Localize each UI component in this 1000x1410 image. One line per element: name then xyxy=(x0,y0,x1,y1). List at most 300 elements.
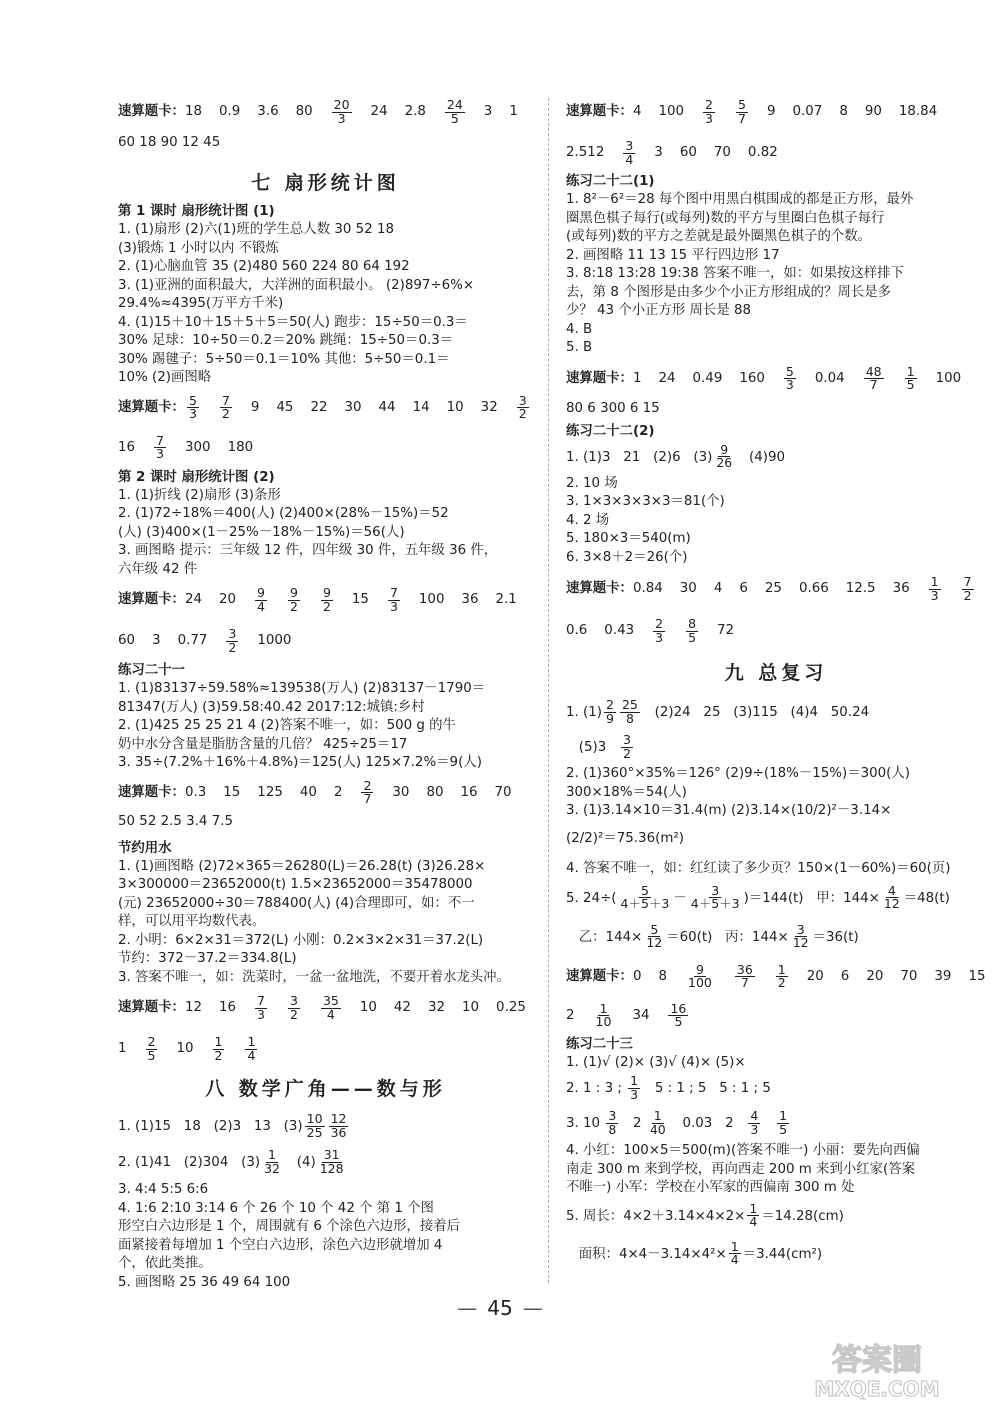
quick-calc-row xyxy=(118,1029,533,1069)
fraction xyxy=(220,392,232,421)
numerator: 1 xyxy=(247,1034,256,1049)
numerator: 9 xyxy=(257,585,265,600)
item-value: 6 xyxy=(739,581,748,596)
answer-line: 面紧接着每增加 1 个空白六边形，涂色六边形就增加 4 xyxy=(118,1237,443,1253)
item-value: 12 xyxy=(184,1000,202,1015)
watermark-text: 答案圈 xyxy=(832,1343,922,1378)
fraction xyxy=(154,432,166,461)
answer-line: 少？ 43 个小正方形 周长是 88 xyxy=(566,303,752,318)
quick-calc-row xyxy=(118,621,533,661)
item-value: 10 xyxy=(446,399,464,415)
denominator: 4 xyxy=(625,151,634,167)
denominator: 5 xyxy=(450,110,459,126)
item-value: 4 xyxy=(713,581,723,596)
item-value: 300 xyxy=(185,439,211,455)
item-value: 30 xyxy=(679,581,697,596)
numerator: 2 xyxy=(655,616,664,631)
numerator: 1 xyxy=(777,961,786,977)
item-value: 2 xyxy=(333,784,343,800)
answer-line: 81347(万人) (3)59.58:40.42 2017:12:城镇:乡村 xyxy=(118,699,425,715)
item-fraction xyxy=(621,140,637,166)
item-fraction xyxy=(286,995,302,1021)
answer-line: 3. 答案不唯一，如：洗菜时，一盆一盆地洗，不要开着水龙头冲。 xyxy=(118,969,510,985)
answer-line: 2. 小明：6×2×31＝372(L) 小刚：0.2×3×2×31＝37.2(L) xyxy=(118,932,484,948)
answer-line: 30% 踢毽子：5÷50＝0.1＝10% 其他：5÷50＝0.1＝ xyxy=(118,351,450,367)
item-value: 1. (1) xyxy=(566,705,603,720)
item-value: 8 xyxy=(839,104,848,119)
item-value: 60 xyxy=(679,145,697,160)
numerator: 31 xyxy=(323,1147,340,1162)
denominator: 2 xyxy=(221,406,230,421)
item-value: 30 xyxy=(392,784,410,800)
denominator: 5 xyxy=(779,1121,788,1137)
item-fraction xyxy=(602,695,618,731)
item-fraction xyxy=(619,731,635,765)
denominator: 7 xyxy=(869,377,878,392)
quick-calc-label: 速算题卡： xyxy=(566,370,633,386)
quick-calc-label: 速算题卡： xyxy=(566,104,633,119)
item-fraction xyxy=(774,961,790,990)
item-fraction xyxy=(626,1072,642,1106)
answer-line: (3)锻炼 1 小时以内 不锻炼 xyxy=(118,240,279,256)
answer-line: 圈黑色棋子每行(或每列)数的平方与里圈白色棋子每行 xyxy=(566,210,885,226)
item-value: 180 xyxy=(227,439,254,455)
numerator: 3 xyxy=(608,1108,617,1123)
fraction xyxy=(361,777,373,806)
fraction xyxy=(606,1110,618,1136)
denominator: 3 xyxy=(337,110,346,126)
right-column xyxy=(566,90,986,1274)
quick-calc-label: 速算题卡： xyxy=(118,104,185,119)
numerator: 5 xyxy=(188,392,197,408)
formula-line xyxy=(566,919,986,957)
quick-calc-row xyxy=(118,90,533,134)
item-fraction xyxy=(775,1106,791,1142)
answer-line: 3. (1)3.14×10＝31.4(m) (2)3.14×(10/2)²－3.14× xyxy=(566,803,892,818)
numerator: 3 xyxy=(518,392,527,408)
item-value: 3 xyxy=(152,633,161,648)
subsection-heading: 练习二十二(2) xyxy=(566,423,655,439)
item-value: 25 xyxy=(764,581,782,596)
quick-calc-row xyxy=(118,773,533,813)
item-fraction xyxy=(782,363,798,392)
item-value: 0.84 xyxy=(632,581,663,596)
item-fraction xyxy=(617,879,674,919)
fraction xyxy=(668,1000,688,1029)
denominator: 26 xyxy=(716,455,733,470)
denominator: 100 xyxy=(688,975,712,990)
fraction xyxy=(621,734,633,760)
column-divider xyxy=(548,98,549,1283)
item-fraction xyxy=(687,879,744,919)
item-value: 80 xyxy=(295,104,313,119)
answer-line: 形空白六边形是 1 个，周围就有 6 个涂色六边形，接着后 xyxy=(118,1219,461,1234)
fraction xyxy=(255,995,267,1021)
denominator: 3 xyxy=(785,377,794,392)
item-value: 5. 24÷( xyxy=(566,890,617,906)
answer-line: 300×18%＝54(人) xyxy=(566,784,687,800)
item-value: 3. 10 xyxy=(566,1116,605,1131)
denominator: 8 xyxy=(625,710,634,726)
denominator: 25 xyxy=(306,1124,323,1140)
denominator: 2 xyxy=(214,1047,223,1063)
item-value: 125 xyxy=(257,784,283,800)
item-value: 90 xyxy=(864,104,882,119)
page-number: 45 xyxy=(487,1296,513,1320)
item-value: 70 xyxy=(713,145,731,160)
item-value: 0.77 xyxy=(177,633,208,648)
item-fraction xyxy=(253,995,269,1021)
denominator: 4 xyxy=(730,1252,739,1267)
denominator: 3 xyxy=(257,1006,265,1022)
item-value: 9 xyxy=(250,399,260,415)
formula-line xyxy=(566,695,986,731)
item-value: 80 xyxy=(426,784,444,800)
denominator: 2 xyxy=(290,1006,298,1022)
answer-line: 个，依此类推。 xyxy=(118,1256,212,1271)
answer-line: 80 6 300 6 15 xyxy=(566,400,660,416)
numerator: 12 xyxy=(330,1111,347,1126)
answer-line: 3. 1×3×3×3×3＝81(个) xyxy=(566,494,725,509)
item-value: 44 xyxy=(378,399,396,415)
denominator: 3 xyxy=(930,587,939,603)
item-value: 160 xyxy=(739,370,765,386)
numerator: 16 xyxy=(670,1000,687,1016)
item-value: 20 xyxy=(866,968,884,984)
item-value: 0 xyxy=(632,968,642,984)
denominator: 36 xyxy=(330,1124,347,1140)
numerator: 7 xyxy=(963,574,972,589)
numerator: 36 xyxy=(736,961,753,977)
fraction xyxy=(791,921,811,950)
item-value: 10 xyxy=(462,1000,480,1015)
item-fraction xyxy=(727,1236,743,1274)
item-value: 1. (1)15 18 (2)3 13 (3) xyxy=(118,1119,303,1134)
item-value: 0.9 xyxy=(219,104,241,119)
formula-line xyxy=(566,1236,986,1274)
answer-line: 30% 足球：10÷50＝0.2＝20% 跳绳：15÷50＝0.3＝ xyxy=(118,333,454,348)
denominator: 7 xyxy=(740,975,749,990)
answer-line: 4. 小红：100×5＝500(m)(答案不唯一) 小丽：要先向西偏 xyxy=(566,1143,920,1158)
item-value: 4 xyxy=(632,104,642,119)
item-value: 18.84 xyxy=(898,104,938,119)
denominator: 4＋5＋3 xyxy=(690,896,740,911)
quick-calc-label: 速算题卡： xyxy=(118,399,185,415)
denominator: 2 xyxy=(518,406,527,421)
quick-calc-row xyxy=(118,987,533,1029)
item-value: 2.1 xyxy=(495,592,517,607)
denominator: 7 xyxy=(363,791,372,806)
denominator: 2 xyxy=(322,598,331,614)
subsection-heading: 节约用水 xyxy=(118,840,172,856)
item-value: 14 xyxy=(412,399,430,415)
item-value: 70 xyxy=(900,968,918,984)
fraction xyxy=(604,699,616,725)
fraction xyxy=(187,392,199,421)
answer-line: 2. 10 场 xyxy=(566,475,618,491)
fraction xyxy=(226,628,238,654)
item-fraction xyxy=(880,879,904,919)
item-fraction xyxy=(386,587,402,613)
item-fraction xyxy=(211,1036,227,1062)
item-value: 20 xyxy=(219,592,237,607)
answer-line: 4. 2 场 xyxy=(566,512,610,528)
fraction xyxy=(736,99,748,125)
item-value: )＝144(t) 甲：144× xyxy=(743,890,880,906)
item-fraction xyxy=(359,777,375,806)
denominator: 2 xyxy=(777,975,786,990)
item-value: 30 xyxy=(344,399,362,415)
fraction xyxy=(517,392,529,421)
quick-calc-label: 速算题卡： xyxy=(118,1000,185,1015)
item-fraction xyxy=(745,1198,761,1236)
fraction xyxy=(245,1036,257,1062)
item-fraction xyxy=(960,576,976,602)
item-value: 72 xyxy=(717,623,735,638)
item-fraction xyxy=(330,99,354,125)
item-value: 10 xyxy=(359,1000,377,1015)
denominator: 12 xyxy=(883,896,900,911)
answer-line: (人) (3)400×(1－25%－18%－15%)＝56(人) xyxy=(118,524,405,540)
quick-calc-label: 速算题卡： xyxy=(566,581,633,596)
item-value: 0.82 xyxy=(747,145,778,160)
item-fraction xyxy=(316,1145,348,1181)
fraction xyxy=(321,587,333,613)
denominator: 3 xyxy=(705,110,713,126)
denominator: 4 xyxy=(247,1047,256,1063)
denominator: 10 xyxy=(595,1014,612,1029)
denominator: 4＋5＋3 xyxy=(620,896,670,911)
item-value: (2)24 25 (3)115 (4)4 50.24 xyxy=(641,705,870,720)
item-value: 6 xyxy=(840,968,850,984)
item-value: 20 xyxy=(806,968,824,984)
denominator: 3 xyxy=(630,1086,639,1102)
item-value: 18 xyxy=(184,104,202,119)
answer-line: 2. (1)心脑血管 35 (2)480 560 224 80 64 192 xyxy=(118,259,410,274)
item-value: 2. (1)41 (2)304 (3) xyxy=(118,1155,261,1170)
denominator: 3 xyxy=(156,446,164,461)
item-fraction xyxy=(684,618,700,644)
fraction xyxy=(288,587,300,613)
item-value: 0.07 xyxy=(792,104,823,119)
item-fraction xyxy=(604,1106,620,1142)
quick-calc-label: 速算题卡： xyxy=(118,592,185,607)
item-value: 36 xyxy=(892,581,910,596)
numerator: 1 xyxy=(749,1200,758,1216)
fraction xyxy=(735,961,755,990)
answer-line: 3. (1)亚洲的面积最大，大洋洲的面积最小。 (2)897÷6%× xyxy=(118,277,475,293)
item-value: 2 xyxy=(620,1116,646,1131)
answer-line: 南走 300 m 来到学校，再向西走 200 m 来到小红家(答案 xyxy=(566,1161,915,1177)
item-value: 1 xyxy=(118,1041,127,1056)
item-value: 1 xyxy=(509,104,518,119)
answer-line: 3. 8:18 13:28 19:38 答案不唯一，如：如果按这样排下 xyxy=(566,266,904,281)
fraction xyxy=(594,1000,614,1029)
fraction xyxy=(623,140,635,166)
item-fraction xyxy=(642,919,666,957)
numerator: 48 xyxy=(865,363,882,379)
item-fraction xyxy=(443,99,467,125)
numerator: 8 xyxy=(688,616,697,631)
numerator: 7 xyxy=(389,585,398,600)
numerator: 7 xyxy=(257,993,265,1008)
item-value: ＝3.44(cm²) xyxy=(742,1246,823,1262)
item-value: 9 xyxy=(766,104,776,119)
item-value: (4) xyxy=(283,1155,316,1170)
fraction xyxy=(962,576,974,602)
numerator: 1 xyxy=(599,1000,608,1016)
numerator: 35 xyxy=(322,993,339,1008)
fraction xyxy=(776,961,788,990)
answer-line: 3. 35÷(7.2%＋16%＋4.8%)＝125(人) 125×7.2%＝9(人) xyxy=(118,755,482,770)
denominator: 2 xyxy=(290,598,298,614)
denominator: 3 xyxy=(655,629,664,645)
item-fraction xyxy=(319,587,335,613)
denominator: 12 xyxy=(792,935,809,950)
answer-line: 2. (1)72÷18%＝400(人) (2)400×(28%－15%)＝52 xyxy=(118,506,449,521)
numerator: 9 xyxy=(290,585,298,600)
numerator: 5 xyxy=(785,363,794,379)
answer-line: 去，第 8 个图形是由多少个小正方形组成的？周长是多 xyxy=(566,284,892,300)
answer-line: 奶中水分含量是脂肪含量的几倍？ 425÷25＝17 xyxy=(118,736,408,752)
numerator: 1 xyxy=(268,1147,276,1162)
item-value: 22 xyxy=(310,399,328,415)
quick-calc-row xyxy=(566,90,986,134)
item-fraction xyxy=(515,392,531,421)
answer-line: 1. (1)扇形 (2)六(1)班的学生总人数 30 52 18 xyxy=(118,222,394,237)
answer-line: 不唯一) 小军：学校在小军家的西偏南 300 m 处 xyxy=(566,1180,855,1195)
numerator: 2 xyxy=(147,1034,156,1049)
numerator: 3 xyxy=(228,626,237,641)
item-value: 34 xyxy=(632,1007,650,1023)
numerator: 7 xyxy=(156,432,164,448)
denominator: 7 xyxy=(738,110,746,126)
item-value: 3 xyxy=(483,104,493,119)
denominator: 4 xyxy=(326,1006,335,1022)
answer-line: 5. 画图略 25 36 49 64 100 xyxy=(118,1274,291,1290)
item-value: 1000 xyxy=(257,633,292,648)
item-value: 3 xyxy=(654,145,663,160)
numerator: 5 xyxy=(650,921,659,937)
fraction xyxy=(703,99,715,125)
fraction xyxy=(445,99,465,125)
item-value: 24 xyxy=(370,104,388,119)
fraction xyxy=(388,587,400,613)
item-fraction xyxy=(789,919,813,957)
item-fraction xyxy=(746,1106,762,1142)
item-fraction xyxy=(260,1145,284,1181)
formula-line xyxy=(118,1109,533,1145)
item-fraction xyxy=(701,99,717,125)
item-value: 10 xyxy=(176,1041,194,1056)
item-value: ＝14.28(cm) xyxy=(761,1208,844,1224)
item-value: 70 xyxy=(494,784,512,800)
item-value: － xyxy=(673,890,687,906)
answer-line: 6. 3×8＋2＝26(个) xyxy=(566,549,688,565)
denominator: 2 xyxy=(963,587,972,603)
numerator: 9 xyxy=(695,961,704,977)
denominator: 8 xyxy=(608,1121,617,1137)
item-value: 0.04 xyxy=(814,370,845,386)
numerator: 1 xyxy=(630,1073,639,1088)
item-value: 0.66 xyxy=(798,581,829,596)
item-value: 0.25 xyxy=(496,1000,526,1015)
item-fraction xyxy=(646,1106,670,1142)
answer-line: 1. (1)√ (2)× (3)√ (4)× (5)× xyxy=(566,1054,746,1070)
watermark-url: MXQE.COM xyxy=(814,1377,940,1400)
fraction xyxy=(882,882,902,911)
item-value xyxy=(762,1106,775,1142)
item-fraction xyxy=(224,628,240,654)
item-fraction xyxy=(684,961,716,990)
quick-calc-row xyxy=(118,388,533,428)
item-fraction xyxy=(903,363,919,392)
item-fraction xyxy=(253,587,269,613)
answer-line: 3. 画图略 提示：三年级 12 件，四年级 30 件，五年级 36 件， xyxy=(118,543,498,558)
answer-line: (元) 23652000÷30＝788400(人) (4)合理即可，如：不一 xyxy=(118,895,475,911)
item-value: 32 xyxy=(480,399,498,415)
denominator: 12 xyxy=(646,935,663,950)
numerator: 2 xyxy=(606,697,614,712)
item-value: 60 xyxy=(118,633,136,648)
left-column xyxy=(118,90,533,1292)
answer-line: 10% (2)画图略 xyxy=(118,370,212,385)
item-fraction xyxy=(618,695,642,731)
formula-line xyxy=(566,441,986,475)
item-fraction xyxy=(927,576,943,602)
item-value: 100 xyxy=(418,592,445,607)
numerator: 9 xyxy=(322,585,331,600)
denominator: 3 xyxy=(389,598,398,614)
fraction xyxy=(784,363,796,392)
numerator: 9 xyxy=(720,441,729,457)
numerator: 1 xyxy=(214,1034,223,1049)
item-value: ＝60(t) 丙：144× xyxy=(666,929,789,945)
item-value: 8 xyxy=(658,968,668,984)
denominator: 40 xyxy=(649,1121,666,1137)
answer-line: 3×300000＝23652000(t) 1.5×23652000＝35478000 xyxy=(118,877,473,892)
answer-line: 29.4%≈4395(万平方千米) xyxy=(118,296,284,311)
formula-line xyxy=(566,879,986,919)
numerator: 25 xyxy=(621,697,638,712)
denominator: 3 xyxy=(750,1121,759,1137)
fraction xyxy=(305,1113,325,1139)
item-value: 2.8 xyxy=(404,104,426,119)
formula-line xyxy=(566,731,986,765)
item-fraction xyxy=(286,587,302,613)
fraction xyxy=(689,882,742,911)
numerator: 1 xyxy=(730,1238,739,1254)
numerator: 2 xyxy=(363,777,372,793)
denominator: 5 xyxy=(147,1047,156,1063)
section-title: 九 总复习 xyxy=(724,662,828,684)
item-fraction xyxy=(733,961,757,990)
fraction xyxy=(729,1238,741,1267)
fraction xyxy=(644,921,664,950)
item-value: 45 xyxy=(276,399,294,415)
item-fraction xyxy=(712,441,736,475)
numerator: 3 xyxy=(711,882,720,898)
denominator: 128 xyxy=(319,1160,344,1176)
item-value: 16 xyxy=(118,439,136,455)
subsection-heading: 第 1 课时 扇形统计图 (1) xyxy=(118,204,275,219)
answer-line: (或每列)数的平方之差就是最外圈黑色棋子的个数。 xyxy=(566,229,872,244)
subsection-heading: 练习二十二(1) xyxy=(566,174,655,189)
section-title: 八 数学广角——数与形 xyxy=(205,1078,446,1100)
item-fraction xyxy=(144,1036,160,1062)
item-value: 15 xyxy=(223,784,241,800)
item-value: (5)3 xyxy=(566,740,620,755)
